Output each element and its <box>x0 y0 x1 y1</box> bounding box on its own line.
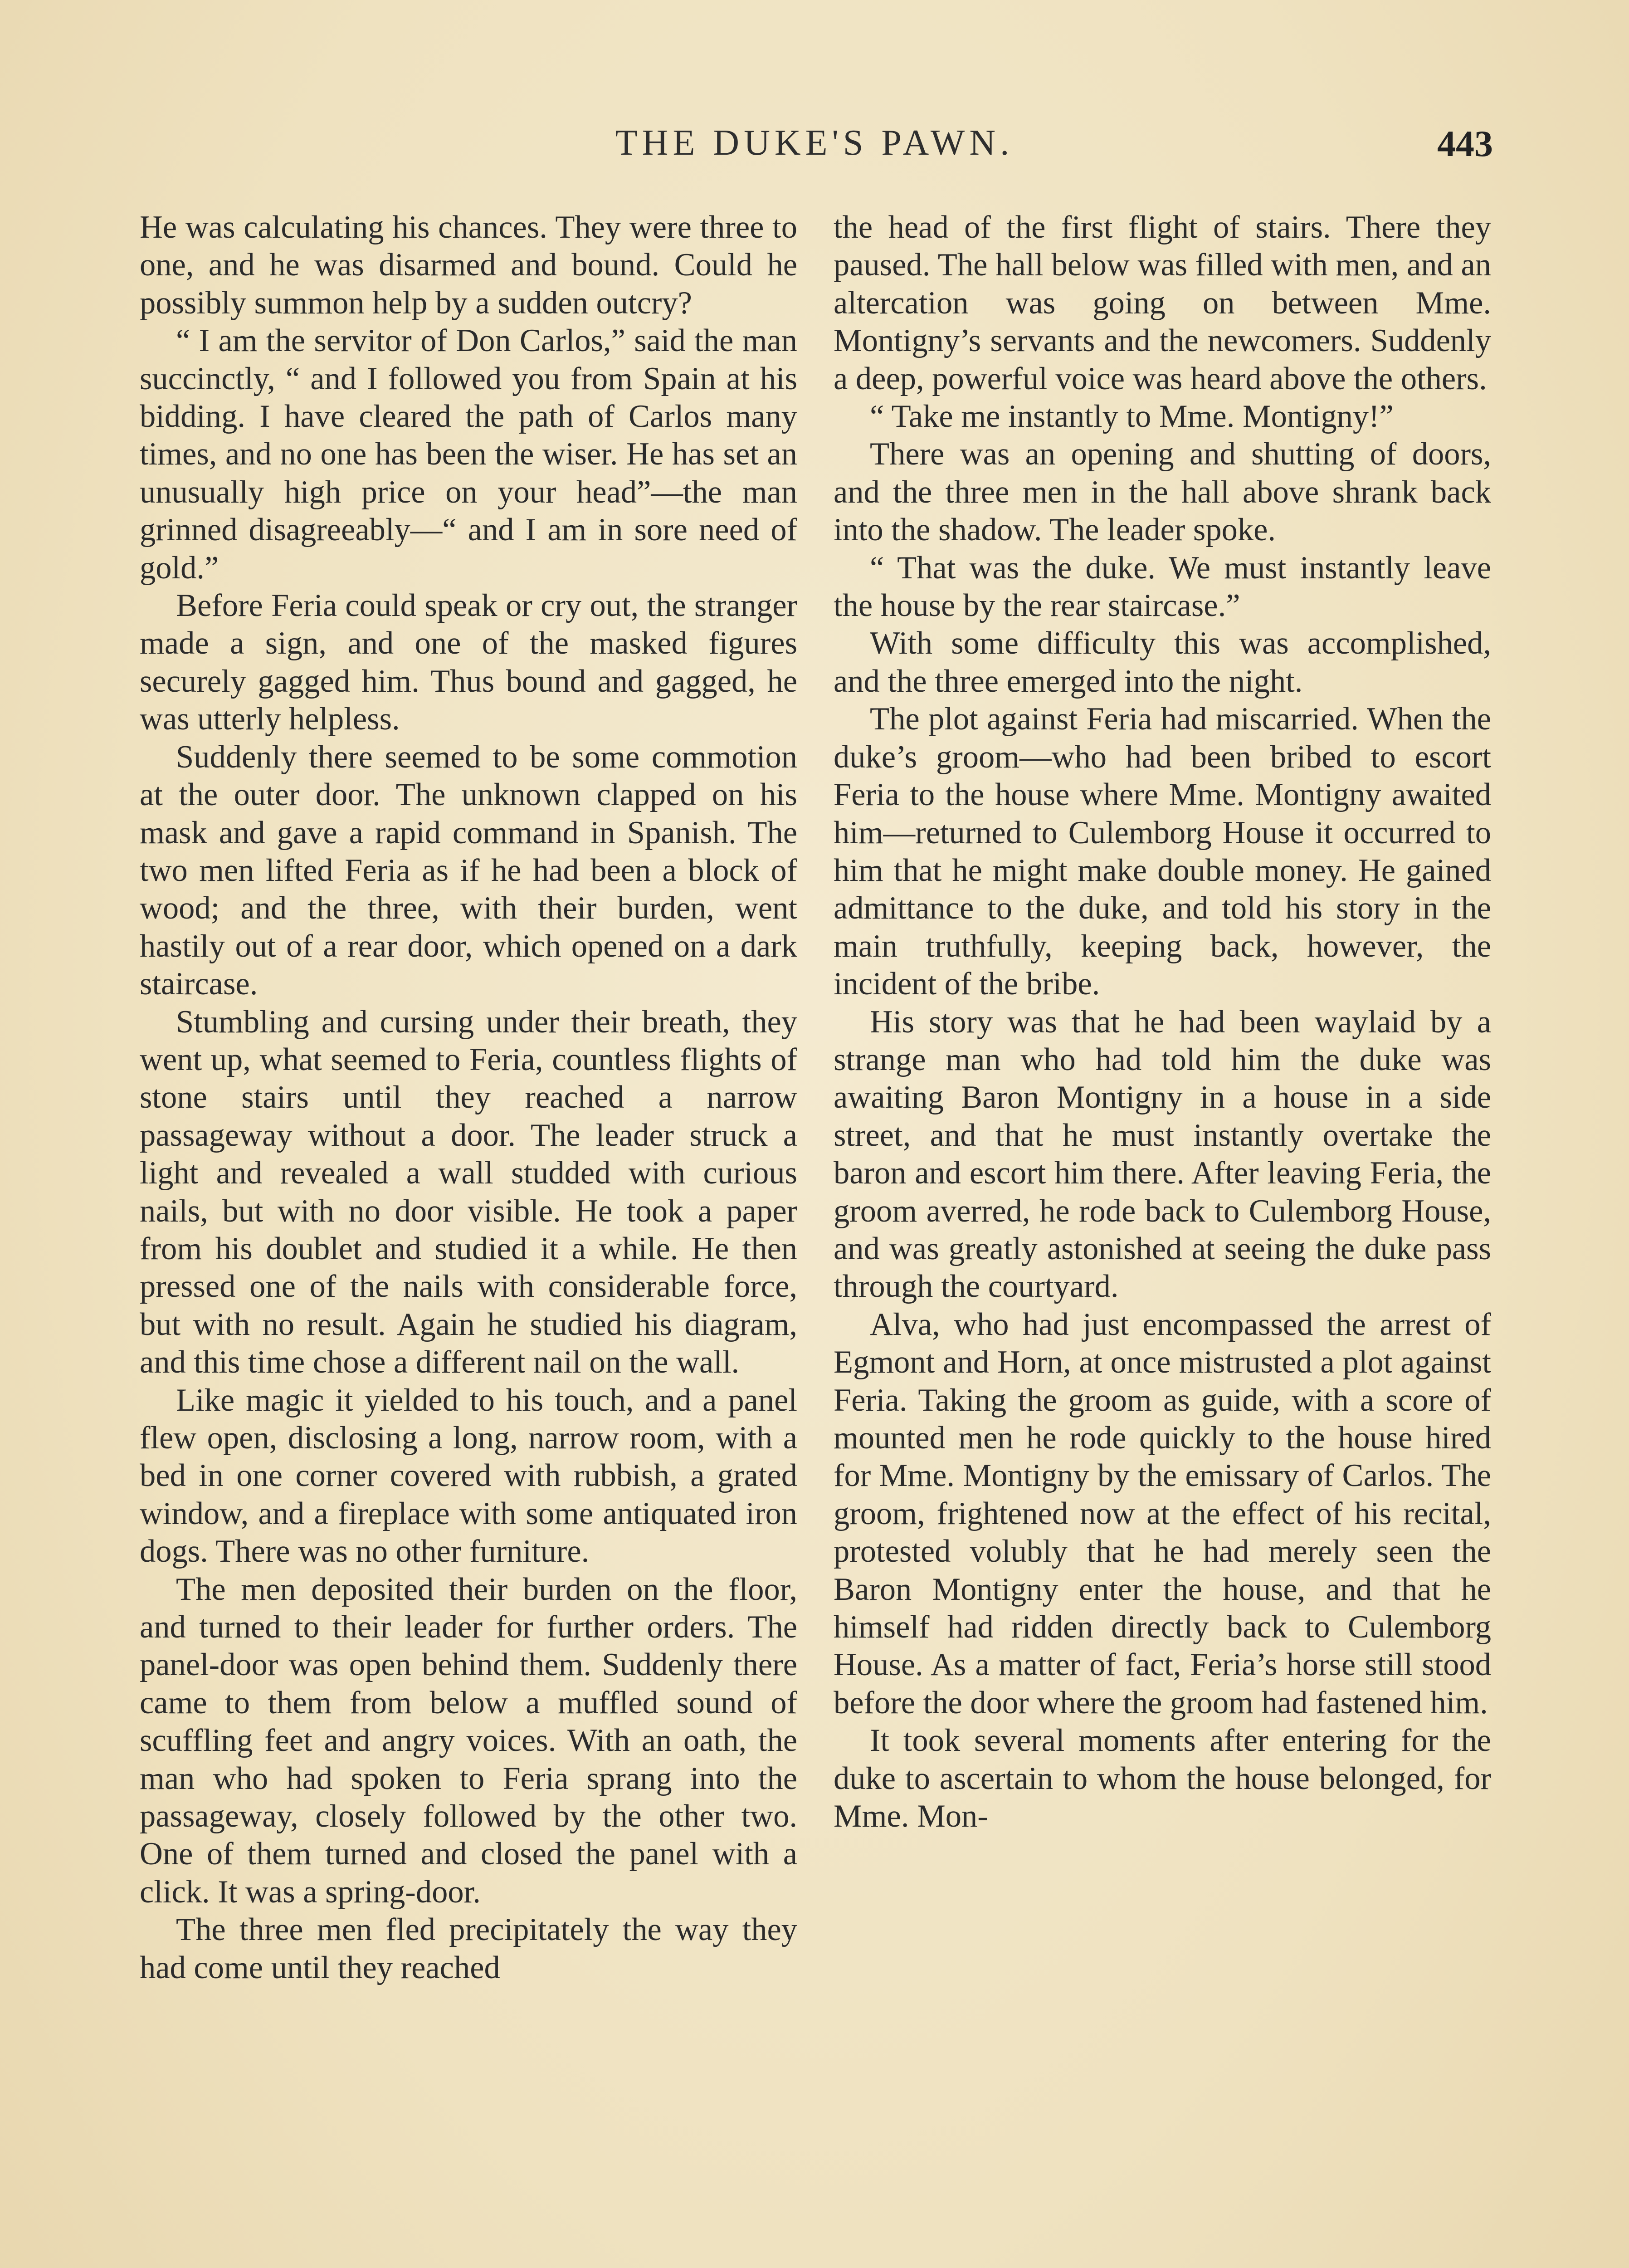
paragraph: The men deposited their burden on the floor, and turned to their leader for further orders. The panel-door was open behind them. Suddenly there came to them from below a muffled sound of scuffling feet and angry voices. With an oath, the man who had spoken to Feria sprang into the passageway, closely followed by the other two. One of them turned and closed the panel with a click. It was a spring-door. <box>140 1571 797 1910</box>
paragraph: He was calculating his chances. They were three to one, and he was disarmed and bound. Could he possibly summon help by a sudden outcry? <box>140 210 797 321</box>
paragraph: Before Feria could speak or cry out, the stranger made a sign, and one of the masked figures securely gagged him. Thus bound and gagged, he was utterly helpless. <box>140 588 797 737</box>
left-text-column <box>140 209 797 1987</box>
paragraph: the head of the first flight of stairs. There they paused. The hall below was filled with men, and an altercation was going on between Mme. Montigny’s servants and the newcomers. Suddenly a deep, powerful voice was heard above the others. <box>834 210 1491 396</box>
paragraph: The plot against Feria had miscarried. When the duke’s groom—who had been bribed to escort Feria to the house where Mme. Montigny awaited him—returned to Culemborg House it occurred to him that he might make double money. He gained admittance to the duke, and told his story in the main truthfully, keeping back, however, the incident of the bribe. <box>834 701 1491 1002</box>
paragraph: “ That was the duke. We must instantly leave the house by the rear staircase.” <box>834 550 1491 624</box>
paragraph: “ I am the servitor of Don Carlos,” said the man succinctly, “ and I followed you from Spain at his bidding. I have cleared the path of Carlos many times, and no one has been the wiser. He has set an unusually high price on your head”—the man grinned disagreeably—“ and I am in sore need of gold.” <box>140 323 797 586</box>
paragraph: It took several moments after entering for the duke to ascertain to whom the house belonged, for Mme. Mon- <box>834 1723 1491 1834</box>
paragraph: “ Take me instantly to Mme. Montigny!” <box>870 399 1394 435</box>
paragraph: There was an opening and shutting of doors, and the three men in the hall above shrank back into the shadow. The leader spoke. <box>834 436 1491 548</box>
running-title: THE DUKE'S PAWN. <box>615 123 1014 163</box>
paragraph: With some difficulty this was accomplished, and the three emerged into the night. <box>834 626 1491 699</box>
running-head <box>0 122 1629 177</box>
paragraph: Like magic it yielded to his touch, and a panel flew open, disclosing a long, narrow room, with a bed in one corner covered with rubbish, a grated window, and a fireplace with some antiquated iron dogs. There was no other furniture. <box>140 1382 797 1569</box>
paragraph: The three men fled precipitately the way they had come until they reached <box>140 1912 797 1985</box>
paragraph: Suddenly there seemed to be some commotion at the outer door. The unknown clapped on his mask and gave a rapid command in Spanish. The two men lifted Feria as if he had been a block of wood; and the three, with their burden, went hastily out of a rear door, which opened on a dark staircase. <box>140 739 797 1002</box>
paragraph: His story was that he had been waylaid by a strange man who had told him the duke was awaiting Baron Montigny in a house in a side street, and that he must instantly overtake the baron and escort him there. After leaving Feria, the groom averred, he rode back to Culemborg House, and was greatly astonished at seeing the duke pass through the courtyard. <box>834 1004 1491 1305</box>
paragraph: Stumbling and cursing under their breath, they went up, what seemed to Feria, countless flights of stone stairs until they reached a narrow passageway without a door. The leader struck a light and revealed a wall studded with curious nails, but with no door visible. He took a paper from his doublet and studied it a while. He then pressed one of the nails with considerable force, but with no result. Again he studied his diagram, and this time chose a different nail on the wall. <box>140 1004 797 1380</box>
right-text-column <box>834 209 1491 1835</box>
page-number: 443 <box>1437 123 1493 164</box>
paragraph: Alva, who had just encompassed the arrest of Egmont and Horn, at once mistrusted a plot against Feria. Taking the groom as guide, with a score of mounted men he rode quickly to the house hired for Mme. Montigny by the emissary of Carlos. The groom, frightened now at the effect of his recital, protested volubly that he had merely seen the Baron Montigny enter the house, and that he himself had ridden directly back to Culemborg House. As a matter of fact, Feria’s horse still stood before the door where the groom had fastened him. <box>834 1306 1491 1721</box>
